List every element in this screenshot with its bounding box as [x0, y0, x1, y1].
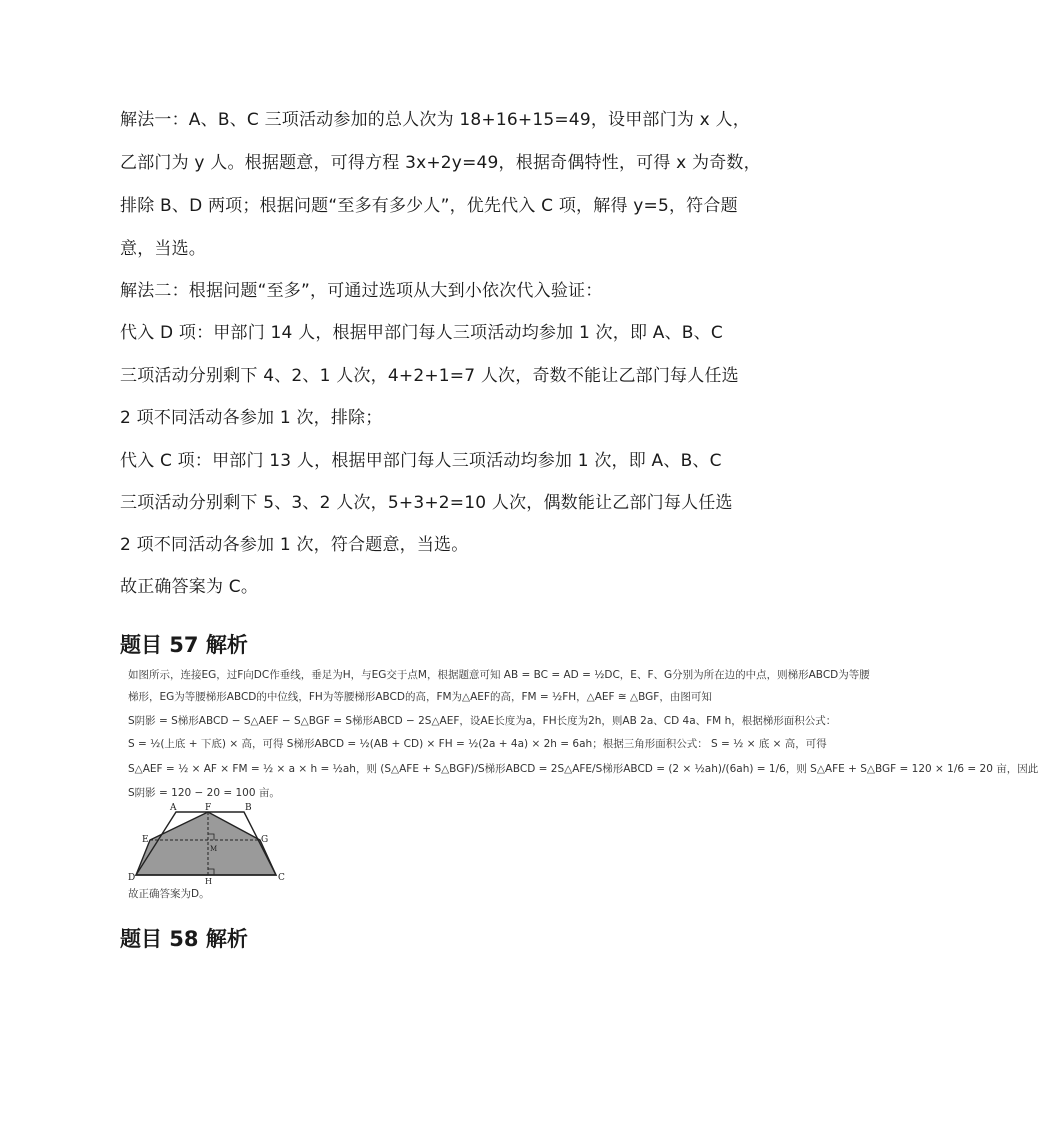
trapezoid-figure — [126, 802, 296, 884]
paragraph-line-4: 意，当选。 — [120, 239, 206, 259]
question-58-heading: 题目 58 解析 — [120, 927, 248, 951]
label-h: H — [205, 877, 212, 886]
paragraph-line-1: 解法一：A、B、C 三项活动参加的总人次为 18+16+15=49，设甲部门为 x 人， — [120, 110, 750, 130]
paragraph-line-10: 三项活动分别剩下 5、3、2 人次，5+3+2=10 人次，偶数能让乙部门每人任选 — [120, 493, 733, 513]
solution-57-line-5: S△AEF = ½ × AF × FM = ½ × a × h = ½ah，则 (S△AFE + S△BGF)/S梯形ABCD = 2S△AFE/S梯形ABCD = (2 × ½ah)/(6ah) = 1/6，则 S△AFE + S△BGF = 120 × 1/6 = 20 亩，因此 — [128, 763, 1038, 775]
paragraph-line-2: 乙部门为 y 人。根据题意，可得方程 3x+2y=49，根据奇偶特性，可得 x 为奇数， — [120, 153, 761, 173]
paragraph-line-5: 解法二：根据问题“至多”，可通过选项从大到小依次代入验证： — [120, 281, 603, 301]
answer-57: 故正确答案为D。 — [128, 888, 210, 900]
paragraph-line-9: 代入 C 项：甲部门 13 人，根据甲部门每人三项活动均参加 1 次，即 A、B、C — [120, 451, 722, 471]
solution-57-line-3: S阴影 = S梯形ABCD − S△AEF − S△BGF = S梯形ABCD − 2S△AEF，设AE长度为a，FH长度为2h，则AB 2a、CD 4a、FM h，根据梯形面积公式： — [128, 715, 837, 727]
label-a: A — [170, 803, 177, 813]
label-b: B — [245, 803, 252, 813]
paragraph-line-11: 2 项不同活动各参加 1 次，符合题意，当选。 — [120, 535, 469, 555]
shaded-region — [136, 812, 276, 875]
question-57-heading: 题目 57 解析 — [120, 633, 248, 657]
paragraph-line-8: 2 项不同活动各参加 1 次，排除； — [120, 408, 383, 428]
label-d: D — [128, 873, 136, 883]
label-f: F — [205, 803, 212, 813]
label-e: E — [142, 835, 149, 845]
solution-57-line-6: S阴影 = 120 − 20 = 100 亩。 — [128, 787, 280, 799]
label-m: M — [210, 845, 218, 853]
label-c: C — [278, 873, 285, 883]
paragraph-line-3: 排除 B、D 两项；根据问题“至多有多少人”，优先代入 C 项，解得 y=5，符合题 — [120, 196, 738, 216]
solution-57-line-4: S = ½(上底 + 下底) × 高，可得 S梯形ABCD = ½(AB + CD) × FH = ½(2a + 4a) × 2h = 6ah；根据三角形面积公式： S = ½ × 底 × 高，可得 — [128, 738, 827, 750]
paragraph-line-12: 故正确答案为 C。 — [120, 577, 259, 597]
paragraph-line-6: 代入 D 项：甲部门 14 人，根据甲部门每人三项活动均参加 1 次，即 A、B、C — [120, 323, 723, 343]
solution-57-line-1: 如图所示，连接EG，过F向DC作垂线，垂足为H，与EG交于点M，根据题意可知 AB = BC = AD = ½DC，E、F、G分别为所在边的中点，则梯形ABCD为等腰 — [128, 669, 870, 681]
solution-57-line-2: 梯形，EG为等腰梯形ABCD的中位线，FH为等腰梯形ABCD的高，FM为△AEF的高，FM = ½FH，△AEF ≅ △BGF，由图可知 — [128, 691, 712, 703]
label-g: G — [261, 835, 269, 845]
paragraph-line-7: 三项活动分别剩下 4、2、1 人次，4+2+1=7 人次，奇数不能让乙部门每人任选 — [120, 366, 739, 386]
